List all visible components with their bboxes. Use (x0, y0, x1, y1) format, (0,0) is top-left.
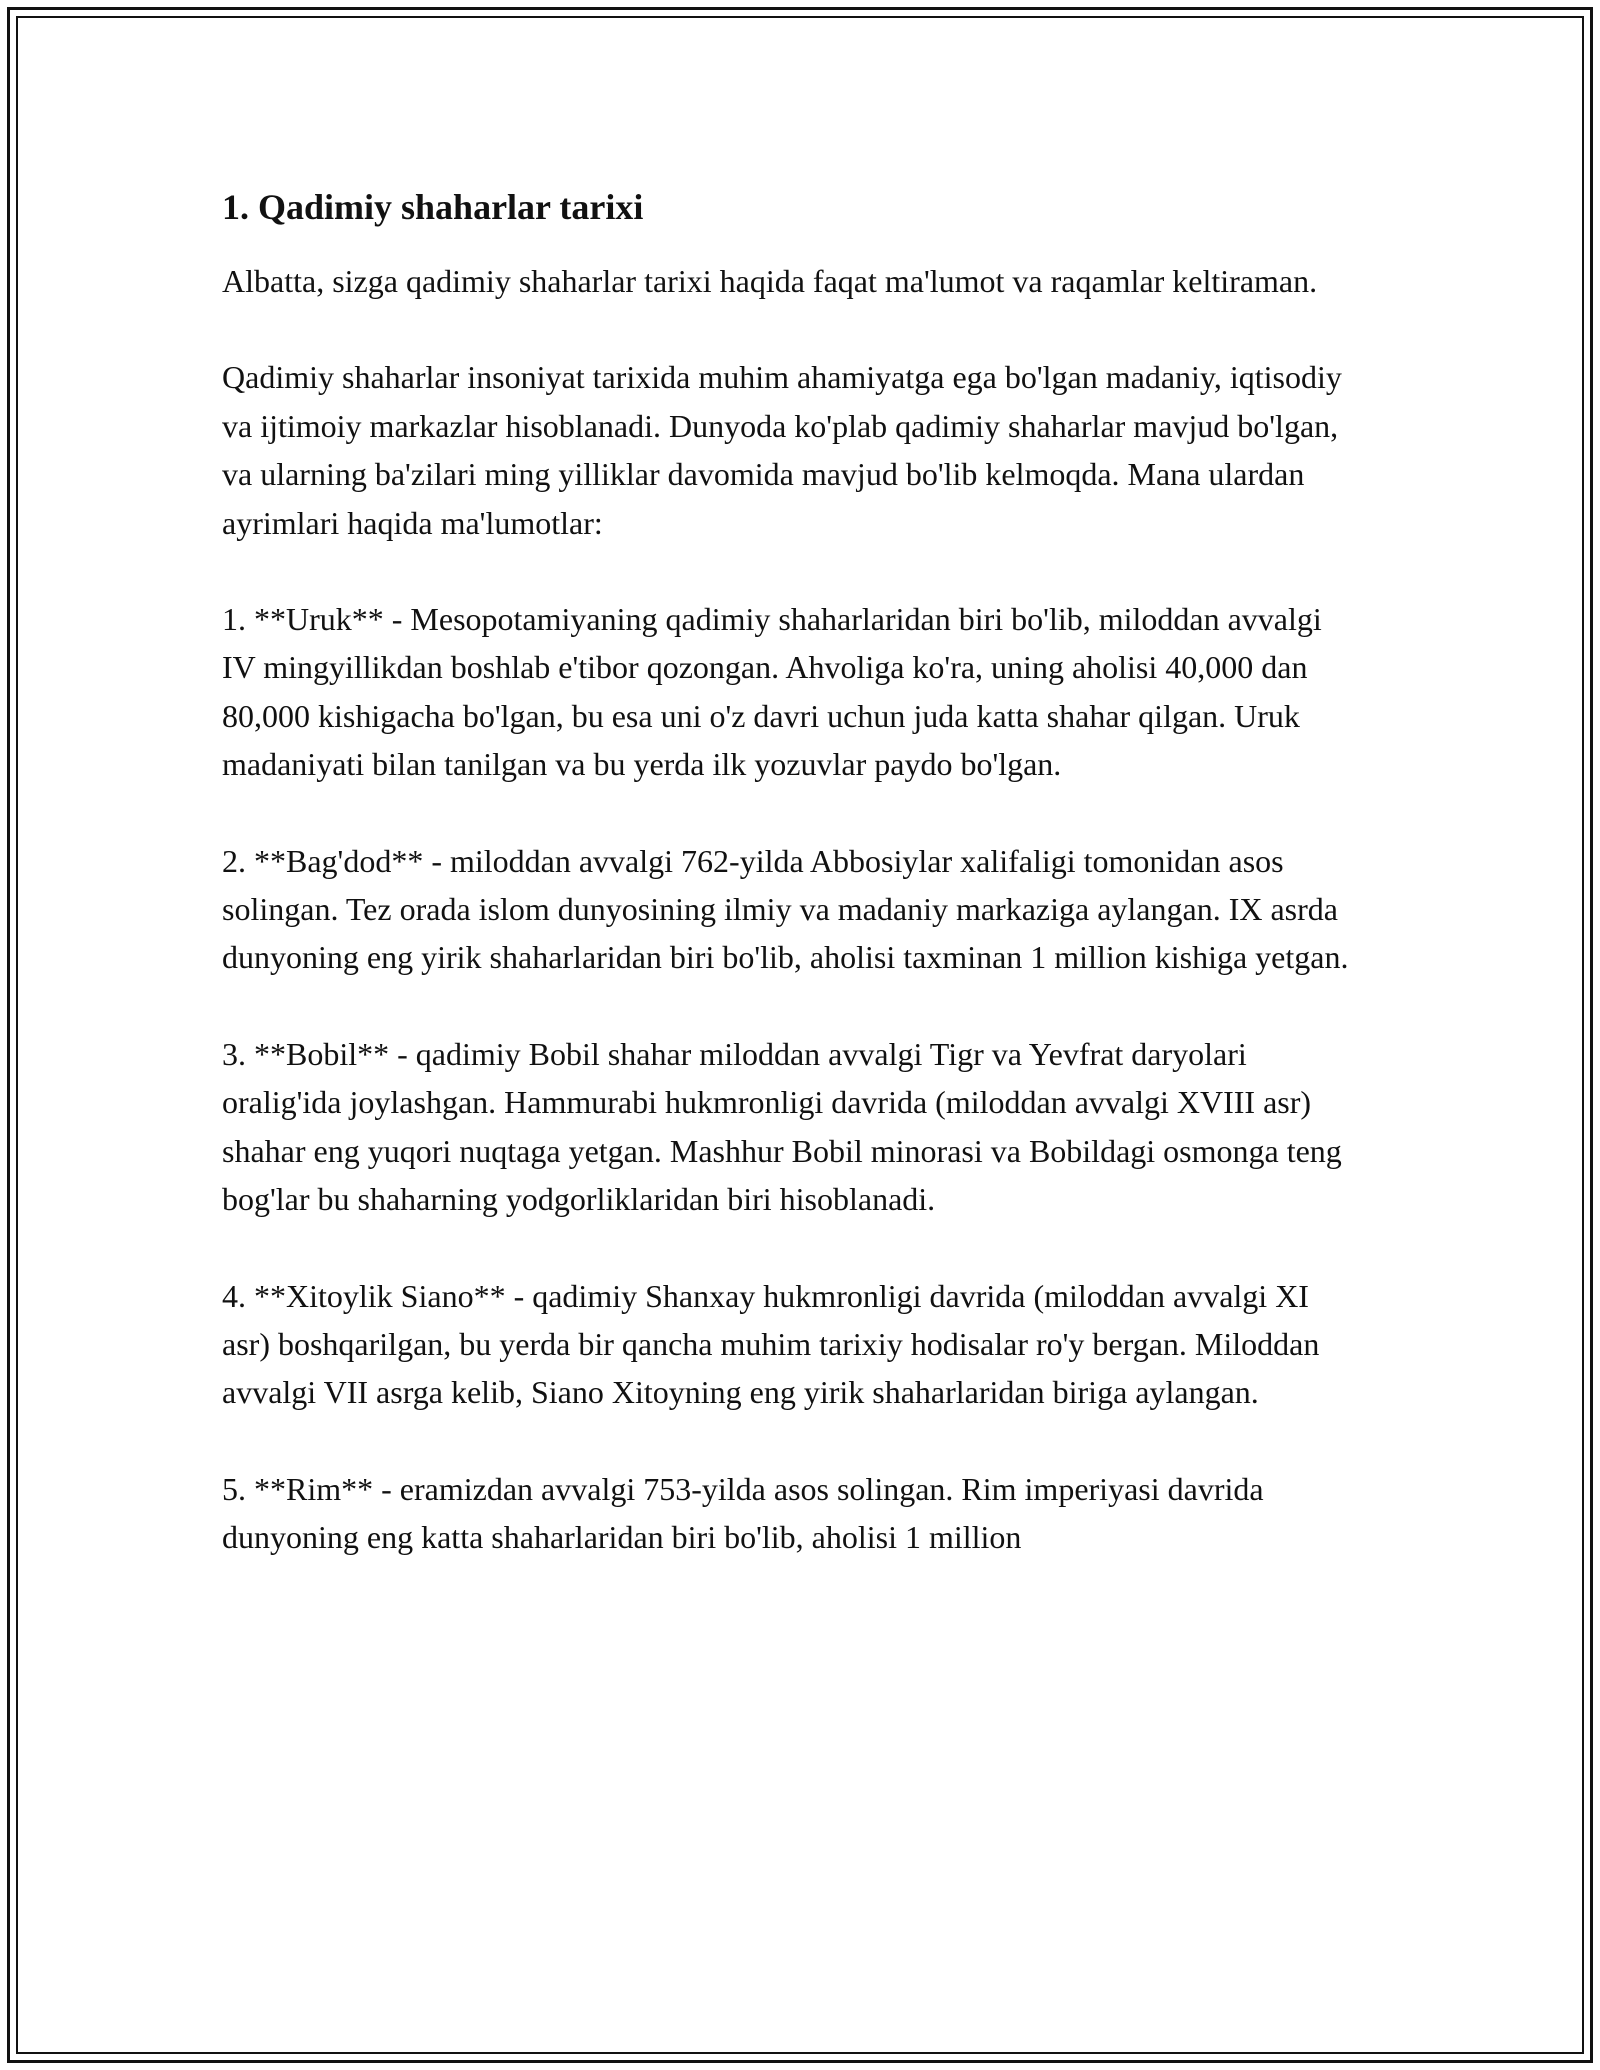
list-item-bobil: 3. **Bobil** - qadimiy Bobil shahar miloddan avvalgi Tigr va Yevfrat daryolari oralig'ida joylashgan. Hammurabi hukmronligi davrida (miloddan avvalgi XVIII asr) shahar eng yuqori nuqtaga yetgan. Mashhur Bobil minorasi va Bobildagi osmonga teng bog'lar bu shaharning yodgorliklaridan biri hisoblanadi. (222, 1035, 1342, 1218)
list-item-siano: 4. **Xitoylik Siano** - qadimiy Shanxay hukmronligi davrida (miloddan avvalgi XI asr) boshqarilgan, bu yerda bir qancha muhim tarixiy hodisalar ro'y bergan. Miloddan avvalgi VII asrga kelib, Siano Xitoyning eng yirik shaharlaridan biriga aylangan. (222, 1277, 1320, 1411)
list-item-uruk: 1. **Uruk** - Mesopotamiyaning qadimiy shaharlaridan biri bo'lib, miloddan avvalgi IV mingyillikdan boshlab e'tibor qozongan. Ahvoliga ko'ra, uning aholisi 40,000 dan 80,000 kishigacha bo'lgan, bu esa uni o'z davri uchun juda katta shahar qilgan. Uruk madaniyati bilan tanilgan va bu yerda ilk yozuvlar paydo bo'lgan. (222, 601, 1322, 783)
page-title: 1. Qadimiy shaharlar tarixi (222, 187, 644, 227)
document-body (222, 185, 1362, 1610)
intro-paragraph: Albatta, sizga qadimiy shaharlar tarixi haqida faqat ma'lumot va raqamlar keltiraman. (222, 263, 1318, 299)
list-item-bagdod: 2. **Bag'dod** - miloddan avvalgi 762-yilda Abbosiylar xalifaligi tomonidan asos solingan. Tez orada islom dunyosining ilmiy va madaniy markaziga aylangan. IX asrda dunyoning eng yirik shaharlaridan biri bo'lib, aholisi taxminan 1 million kishiga yetgan. (222, 842, 1349, 976)
list-item-rim: 5. **Rim** - eramizdan avvalgi 753-yilda asos solingan. Rim imperiyasi davrida dunyoning eng katta shaharlaridan biri bo'lib, aholisi 1 million (222, 1470, 1264, 1556)
overview-paragraph: Qadimiy shaharlar insoniyat tarixida muhim ahamiyatga ega bo'lgan madaniy, iqtisodiy va ijtimoiy markazlar hisoblanadi. Dunyoda ko'plab qadimiy shaharlar mavjud bo'lgan, va ularning ba'zilari ming yilliklar davomida mavjud bo'lib kelmoqda. Mana ulardan ayrimlari haqida ma'lumotlar: (222, 359, 1342, 541)
